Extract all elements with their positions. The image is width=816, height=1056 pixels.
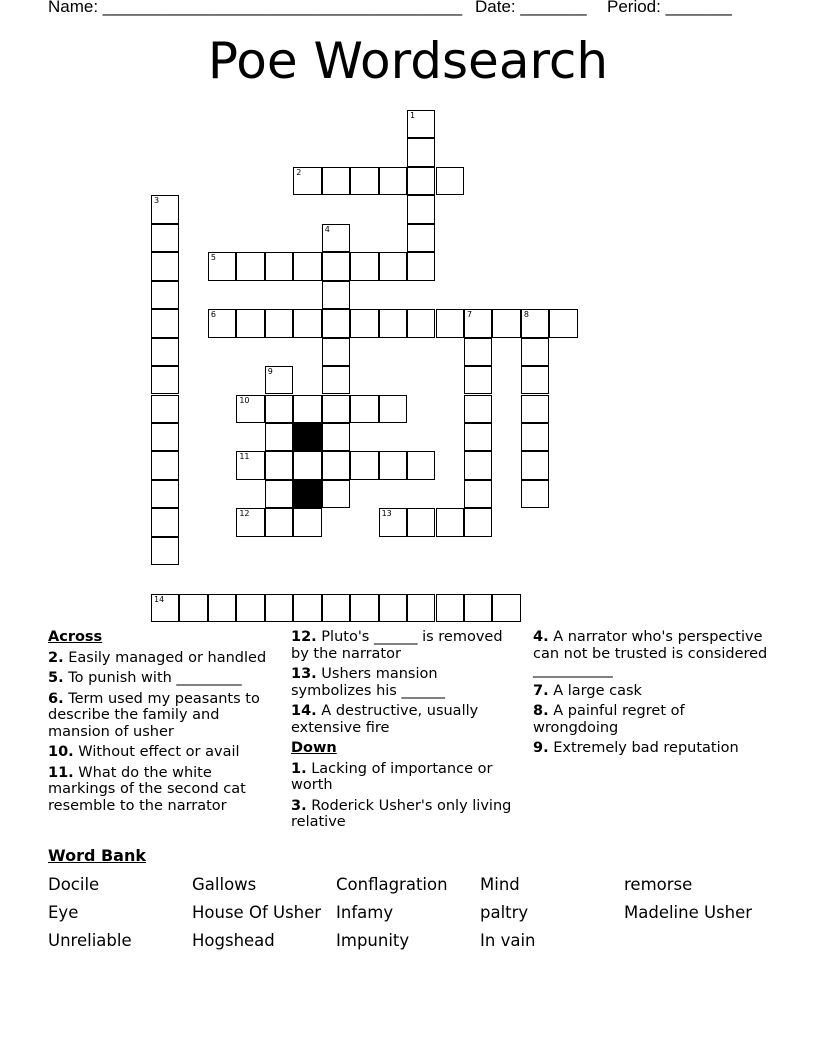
grid-cell[interactable] xyxy=(379,451,407,479)
grid-cell[interactable] xyxy=(265,451,293,479)
grid-cell[interactable] xyxy=(151,281,179,309)
clue-down-4: 4. A narrator who's perspective can not be trusted is considered ___________ xyxy=(533,629,768,678)
grid-cell[interactable] xyxy=(492,594,520,622)
grid-cell[interactable] xyxy=(407,252,435,280)
grid-cell[interactable] xyxy=(151,594,179,622)
grid-cell[interactable] xyxy=(265,366,293,394)
clue-down-8: 8. A painful regret of wrongdoing xyxy=(533,703,685,736)
grid-cell[interactable] xyxy=(521,451,549,479)
grid-cell[interactable] xyxy=(407,451,435,479)
grid-cell[interactable] xyxy=(521,395,549,423)
grid-cell[interactable] xyxy=(151,451,179,479)
grid-cell[interactable] xyxy=(322,366,350,394)
grid-cell[interactable] xyxy=(322,224,350,252)
grid-cell[interactable] xyxy=(236,594,264,622)
grid-cell[interactable] xyxy=(151,195,179,223)
grid-block xyxy=(293,423,321,451)
clue-number: 8 xyxy=(523,310,529,320)
grid-cell[interactable] xyxy=(293,167,321,195)
grid-cell[interactable] xyxy=(322,395,350,423)
grid-cell[interactable] xyxy=(379,594,407,622)
clue-down-1: 1. Lacking of importance or worth xyxy=(291,760,493,793)
grid-cell[interactable] xyxy=(464,423,492,451)
grid-cell[interactable] xyxy=(350,167,378,195)
word-bank-item: Gallows xyxy=(192,875,257,894)
word-bank-item: paltry xyxy=(480,903,529,922)
word-bank-item: Docile xyxy=(48,875,100,894)
grid-cell[interactable] xyxy=(265,395,293,423)
grid-cell[interactable] xyxy=(350,451,378,479)
grid-cell[interactable] xyxy=(549,309,577,337)
grid-cell[interactable] xyxy=(322,338,350,366)
date-field-label[interactable]: Date: _______ xyxy=(475,0,587,16)
clues-column-3 xyxy=(533,629,773,761)
clue-across-11: 11. What do the white markings of the second cat resemble to the narrator xyxy=(48,764,246,814)
clues-column-2 xyxy=(291,629,521,835)
word-bank-item: remorse xyxy=(624,875,693,894)
grid-cell[interactable] xyxy=(151,366,179,394)
clue-number: 13 xyxy=(381,509,392,519)
grid-cell[interactable] xyxy=(521,309,549,337)
clue-number: 9 xyxy=(267,367,273,377)
grid-cell[interactable] xyxy=(436,309,464,337)
period-field-label[interactable]: Period: _______ xyxy=(607,0,732,16)
grid-cell[interactable] xyxy=(322,423,350,451)
grid-cell[interactable] xyxy=(236,309,264,337)
grid-cell[interactable] xyxy=(407,224,435,252)
grid-cell[interactable] xyxy=(208,252,236,280)
grid-cell[interactable] xyxy=(350,252,378,280)
clue-number: 1 xyxy=(410,111,416,120)
grid-cell[interactable] xyxy=(293,508,321,536)
grid-cell[interactable] xyxy=(151,309,179,337)
grid-cell[interactable] xyxy=(464,508,492,536)
grid-cell[interactable] xyxy=(293,451,321,479)
grid-cell[interactable] xyxy=(322,594,350,622)
across-heading: Across xyxy=(48,629,103,645)
clue-across-6: 6. Term used my peasants to describe the family and mansion of usher xyxy=(48,690,260,740)
grid-cell[interactable] xyxy=(151,480,179,508)
grid-cell[interactable] xyxy=(151,252,179,280)
grid-cell[interactable] xyxy=(322,451,350,479)
grid-cell[interactable] xyxy=(379,252,407,280)
grid-cell[interactable] xyxy=(436,167,464,195)
grid-cell[interactable] xyxy=(293,594,321,622)
clue-down-3: 3. Roderick Usher's only living relative xyxy=(291,797,512,830)
clue-number: 11 xyxy=(239,452,250,462)
grid-cell[interactable] xyxy=(407,309,435,337)
grid-cell[interactable] xyxy=(407,167,435,195)
word-bank-title: Word Bank xyxy=(48,846,147,865)
clue-number: 5 xyxy=(210,253,216,263)
word-bank-item: Conflagration xyxy=(336,875,448,894)
grid-cell[interactable] xyxy=(407,594,435,622)
clue-number: 7 xyxy=(466,310,473,320)
grid-cell[interactable] xyxy=(407,138,435,166)
word-bank-item: House Of Usher xyxy=(192,903,322,922)
grid-cell[interactable] xyxy=(436,508,464,536)
clues-column-1 xyxy=(48,629,278,818)
grid-cell[interactable] xyxy=(464,451,492,479)
word-bank-item: Impunity xyxy=(336,931,410,950)
clue-number: 3 xyxy=(154,196,160,206)
clue-down-7: 7. A large cask xyxy=(533,682,642,699)
grid-cell[interactable] xyxy=(350,395,378,423)
grid-cell[interactable] xyxy=(379,395,407,423)
name-field-label[interactable]: Name: ______________________________________ xyxy=(48,0,463,16)
grid-cell[interactable] xyxy=(407,110,435,138)
grid-cell[interactable] xyxy=(236,451,264,479)
clue-number: 4 xyxy=(324,224,330,234)
grid-cell[interactable] xyxy=(151,508,179,536)
grid-cell[interactable] xyxy=(521,423,549,451)
grid-cell[interactable] xyxy=(293,395,321,423)
grid-cell[interactable] xyxy=(322,167,350,195)
down-heading: Down xyxy=(291,740,337,756)
grid-cell[interactable] xyxy=(265,309,293,337)
grid-cell[interactable] xyxy=(407,508,435,536)
grid-cell[interactable] xyxy=(407,195,435,223)
word-bank-item: Hogshead xyxy=(192,931,275,950)
grid-cell[interactable] xyxy=(350,594,378,622)
clue-across-2: 2. Easily managed or handled xyxy=(48,649,267,666)
grid-cell[interactable] xyxy=(265,508,293,536)
clue-across-5: 5. To punish with _________ xyxy=(48,670,242,686)
clue-number: 6 xyxy=(210,310,216,320)
word-bank-item: Eye xyxy=(48,903,79,922)
word-bank-item: Mind xyxy=(480,875,520,894)
clue-across-10: 10. Without effect or avail xyxy=(48,744,240,760)
grid-cell[interactable] xyxy=(151,338,179,366)
clue-number: 12 xyxy=(239,509,250,519)
word-bank-item: In vain xyxy=(480,931,536,950)
word-bank-item: Infamy xyxy=(336,903,394,922)
grid-cell[interactable] xyxy=(521,480,549,508)
grid-cell[interactable] xyxy=(464,594,492,622)
clue-number: 10 xyxy=(239,395,250,405)
word-bank-item: Unreliable xyxy=(48,931,132,950)
grid-cell[interactable] xyxy=(236,252,264,280)
grid-cell[interactable] xyxy=(379,167,407,195)
grid-cell[interactable] xyxy=(322,309,350,337)
grid-cell[interactable] xyxy=(208,309,236,337)
grid-cell[interactable] xyxy=(464,366,492,394)
grid-cell[interactable] xyxy=(265,423,293,451)
grid-cell[interactable] xyxy=(265,480,293,508)
grid-cell[interactable] xyxy=(322,281,350,309)
grid-cell[interactable] xyxy=(151,395,179,423)
grid-cell[interactable] xyxy=(492,309,520,337)
grid-cell[interactable] xyxy=(236,508,264,536)
clue-down-9: 9. Extremely bad reputation xyxy=(533,740,739,756)
grid-cell[interactable] xyxy=(236,395,264,423)
grid-cell[interactable] xyxy=(521,338,549,366)
grid-cell[interactable] xyxy=(151,224,179,252)
clue-number: 2 xyxy=(296,167,302,177)
clue-number: 14 xyxy=(154,594,165,604)
grid-cell[interactable] xyxy=(464,395,492,423)
clue-across-14: 14. A destructive, usually extensive fire xyxy=(291,703,479,736)
grid-cell[interactable] xyxy=(379,309,407,337)
grid-cell[interactable] xyxy=(464,338,492,366)
clue-across-12: 12. Pluto's ______ is removed by the narrator xyxy=(291,629,503,662)
grid-cell[interactable] xyxy=(265,594,293,622)
clue-across-13: 13. Ushers mansion symbolizes his ______ xyxy=(291,666,445,699)
grid-block xyxy=(293,480,321,508)
grid-cell[interactable] xyxy=(379,508,407,536)
grid-cell[interactable] xyxy=(293,252,321,280)
grid-cell[interactable] xyxy=(521,366,549,394)
grid-cell[interactable] xyxy=(436,594,464,622)
grid-cell[interactable] xyxy=(293,309,321,337)
grid-cell[interactable] xyxy=(151,423,179,451)
grid-cell[interactable] xyxy=(322,252,350,280)
grid-cell[interactable] xyxy=(179,594,207,622)
page-title: Poe Wordsearch xyxy=(207,32,609,90)
grid-cell[interactable] xyxy=(464,309,492,337)
grid-cell[interactable] xyxy=(208,594,236,622)
grid-cell[interactable] xyxy=(151,537,179,565)
grid-cell[interactable] xyxy=(464,480,492,508)
grid-cell[interactable] xyxy=(350,309,378,337)
grid-cell[interactable] xyxy=(265,252,293,280)
grid-cell[interactable] xyxy=(322,480,350,508)
word-bank-item: Madeline Usher xyxy=(624,903,753,922)
